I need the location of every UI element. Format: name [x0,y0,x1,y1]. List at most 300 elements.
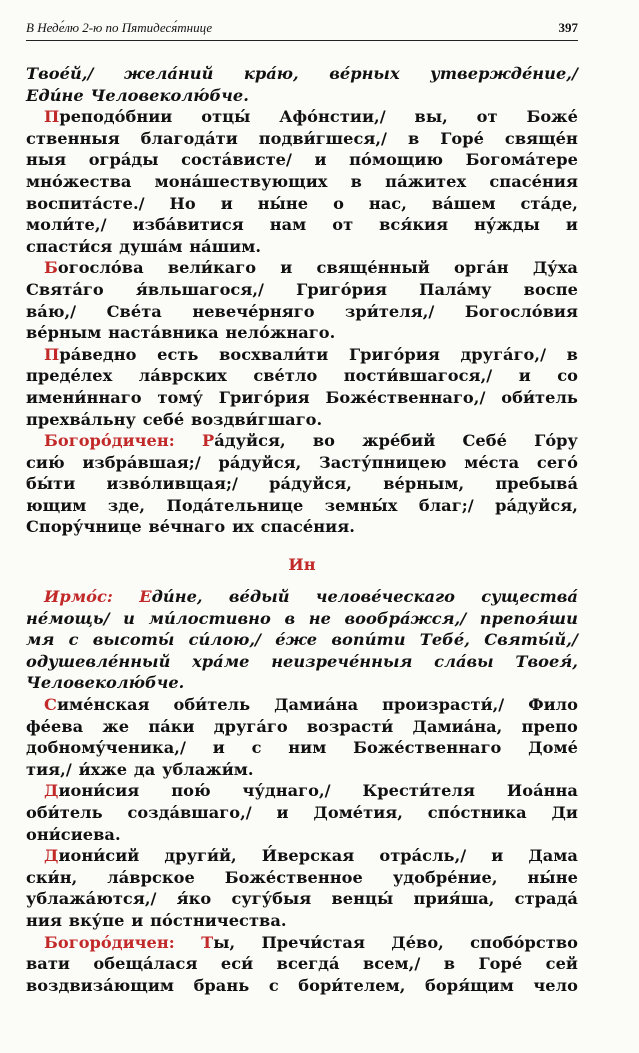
word [192,301,314,323]
body-text: с [251,738,262,758]
body-text: реподо́бнии [59,107,173,127]
body-text: Све́та [106,301,162,321]
word [26,759,72,781]
body-text: Пода́тельнице [166,495,304,515]
body-text: по́стничества. [150,910,287,930]
word [382,694,504,716]
text-line [26,975,578,997]
word [546,953,578,975]
word [288,737,326,759]
word [351,171,362,193]
rubric-text: Богоро́дичен: [44,932,175,952]
body-text: воздви́гшаго. [191,409,323,429]
word [261,516,355,538]
text-line [26,516,578,538]
word [462,430,506,452]
body-text: спобо́рство [470,932,578,952]
body-text: нас, [368,193,407,213]
body-text: Твое́й,/ [26,64,94,83]
body-text: Дама [528,846,578,866]
word [219,387,310,409]
text-line [26,387,578,409]
text-line [26,322,578,344]
text-line [26,149,578,171]
text-line [26,106,578,128]
word [139,365,227,387]
rubric-text: Д [44,846,59,866]
word [93,629,175,651]
word [102,716,129,738]
body-text: жела́ний [123,64,214,83]
word [522,716,578,738]
word [243,780,331,802]
body-text: моли́те,/ [26,215,107,235]
word [26,236,112,258]
body-text: зри́теля,/ [345,301,435,321]
body-text: жре́бий [362,431,436,451]
word [26,409,136,431]
word [333,193,344,215]
body-text: Доме́ [528,738,578,758]
body-text: избра́вшая;/ [82,452,201,472]
body-text: ски́н, [26,867,78,887]
body-text: име́нская [56,695,150,715]
word [428,802,527,824]
word [393,867,498,889]
word [325,495,398,517]
body-text: пою́ [171,781,211,801]
word [551,802,578,824]
word [26,495,86,517]
word [229,586,290,608]
body-text: Боже́ [526,107,578,127]
body-text: же [102,716,130,736]
body-text: обеща́лася [93,954,198,974]
word [262,845,355,867]
body-text: Свята́го [26,279,104,299]
word [298,975,405,997]
body-text: огосло́ва [57,258,144,278]
text-line [26,586,578,608]
word [413,716,503,738]
body-text: соста́висте/ [181,150,292,170]
word [440,128,484,150]
word [107,867,195,889]
body-text: хра́ме [192,651,250,671]
word [191,409,322,431]
word [415,106,448,128]
word [379,214,448,236]
word [309,608,331,630]
body-text: Григо́рия [218,387,310,407]
rubric-text: Т [201,932,214,952]
text-line [26,932,578,954]
word [213,737,225,759]
word [141,128,238,150]
body-text: вопи́ти [331,630,406,650]
text-line [26,279,578,301]
word [557,365,578,387]
word [261,932,365,954]
body-text: благода́ти [140,128,238,148]
text-line [26,608,578,630]
word [26,802,103,824]
word [491,845,503,867]
word [379,845,466,867]
word [566,214,578,236]
body-text: ми́лостивно [148,608,271,628]
body-text: огра́ды [88,150,159,170]
text-line [26,473,578,495]
body-text: ра́дуйся, [269,474,352,494]
word [329,63,399,85]
word [177,888,212,910]
body-text: ныя [26,150,67,170]
body-text: фе́ева [26,716,84,736]
body-text: благ;/ [418,495,474,515]
word [164,845,236,867]
word [349,149,443,171]
word [537,452,578,474]
body-text: невече́рняго [192,301,315,321]
body-text: Григо́рия [348,344,440,364]
word [221,953,253,975]
word [91,85,249,107]
body-text: еси́ [220,954,254,974]
word [284,608,295,630]
body-text: Горе́ [440,128,484,148]
body-text: высоты́ [92,630,175,650]
body-text: изво́ливщая;/ [106,474,238,494]
text-line [26,824,578,846]
body-text: пребыва́ [495,474,578,494]
body-text: други́й, [164,846,237,866]
body-text: Богосло́вия [464,301,578,321]
body-text: Фило [528,695,578,715]
body-text: Ду́ха [532,258,578,278]
body-text: вы, [414,107,448,127]
word [202,430,286,452]
word [464,452,519,474]
text-line [26,910,578,932]
body-text: Боже́ственное [224,867,363,887]
text-line [26,953,578,975]
text-line [26,780,578,802]
word [133,214,244,236]
body-text: преде́лех [26,366,113,386]
body-text: ла́врское [107,867,195,887]
body-text: Святы́й,/ [484,630,578,650]
body-text: Пала́му [419,279,492,299]
body-text: Твоея́, [515,651,578,671]
body-text: от [476,107,498,127]
word [124,63,213,85]
body-text: ра́дуйся, [218,452,302,472]
word [168,257,256,279]
page-number: 397 [558,20,578,35]
body-text: по́мощию [349,150,444,170]
body-text: о [333,193,344,213]
body-text: а́дуйся, [214,431,286,451]
body-text: ра́дуйся, [495,495,578,515]
word [489,171,578,193]
word [288,548,315,582]
word [93,953,197,975]
word [127,802,251,824]
word [171,780,210,802]
body-text: Пречи́стая [261,932,365,952]
body-text: я́ко [176,889,212,909]
body-text: Человеколю́бче. [26,673,185,693]
word [349,344,440,366]
word [148,516,225,538]
word [26,910,62,932]
body-text: в [566,344,578,364]
rubric-text: П [44,107,60,127]
text-line [26,629,578,651]
body-text: и [220,193,233,213]
body-text: препоя́ши [479,608,578,628]
body-text: сей [545,954,578,974]
word [420,629,470,651]
word [528,694,578,716]
body-text: всем,/ [362,954,421,974]
body-text: челове́ческаго [315,587,455,607]
word [108,322,219,344]
body-text: друга́го [213,716,288,736]
body-text: добному́ченика,/ [26,738,186,758]
text-line [26,344,578,366]
word [495,495,578,517]
page-header [26,14,578,41]
body-text: И́верская [261,846,355,866]
word [408,128,419,150]
word [526,106,577,128]
word [470,932,578,954]
body-text: вся́кия [379,215,449,235]
word [425,975,514,997]
word [157,344,198,366]
body-text: они́сиева. [26,824,121,844]
rubric-text: Р [202,431,215,451]
body-text: вели́каго [167,258,257,278]
word [495,473,578,495]
body-text: ва́ю,/ [26,301,77,321]
word [465,301,578,323]
word [44,344,136,366]
body-text: и [518,366,531,386]
word [44,586,113,608]
word [567,344,578,366]
word [26,716,83,738]
body-text: ста́де, [520,193,578,213]
body-text: спо́стника [427,803,527,822]
word [26,128,120,150]
word [44,257,144,279]
body-text: и [276,803,289,822]
word [157,387,202,409]
body-text: с [268,975,279,995]
body-text: не́мощь/ [26,608,110,628]
text-line [26,845,578,867]
word [430,63,578,85]
body-text: вку́пе [68,910,125,930]
word [534,430,578,452]
body-text: и [212,738,225,758]
rubric-text: Ирмо́с: [44,587,113,607]
word [332,214,353,236]
text-line [26,651,578,673]
word [26,867,77,889]
body-text: сию́ [26,452,65,472]
word [317,257,430,279]
body-text: ублажи́м. [162,759,254,779]
text-line [26,236,578,258]
word [44,932,175,954]
body-text: ублажа́ются,/ [26,889,157,909]
word [26,629,54,651]
word [131,910,143,932]
body-text: ны́не [527,867,578,887]
word [484,629,578,651]
word [44,845,139,867]
text-line [26,716,578,738]
body-text: ну́жды [474,215,540,235]
word [44,430,175,452]
text-line [26,365,578,387]
word [44,694,150,716]
body-text: существа́ [481,587,578,607]
word [107,301,162,323]
body-text: тому́ [157,387,203,407]
body-text: в [443,954,456,974]
body-text: ва́шем [431,193,496,213]
text-line [26,888,578,910]
word [269,473,352,495]
word [391,932,444,954]
body-text: и́хже [78,759,128,779]
body-text: сла́вы [434,651,494,671]
body-text: ющим [26,495,87,515]
word [313,802,403,824]
body-text: удобре́ние, [392,867,498,887]
rubric-text: Д [44,781,59,801]
word [477,106,498,128]
text-line [26,63,578,85]
running-head: В Неде́лю 2-ю по Пятидеся́тнице [26,20,213,35]
word [277,802,289,824]
body-text: одушевле́нный [26,651,171,671]
word [432,193,496,215]
word [26,322,101,344]
body-text: воспе [523,279,578,299]
body-text: Себе́ [462,431,507,451]
word [454,257,509,279]
word [326,387,486,409]
word [507,780,578,802]
word [44,106,172,128]
body-text: орга́н [454,258,509,278]
word [170,193,196,215]
body-text: воздвиза́ющим [26,975,175,995]
word [519,365,531,387]
word [501,387,578,409]
rubric-text: Богоро́дичен: [44,431,175,451]
text-line [26,257,578,279]
word [515,888,578,910]
rubric-text: П [44,344,60,364]
body-text: душа́м [119,236,183,256]
word [363,780,475,802]
body-text: нело́жнаго. [225,323,336,343]
word [270,214,307,236]
word [149,608,271,630]
word [26,171,131,193]
word [331,629,405,651]
body-text: отцы́ [201,107,251,127]
body-text: их [232,517,254,537]
word [134,759,155,781]
body-text: иони́сий [58,846,140,866]
word [315,149,327,171]
word [434,651,494,673]
body-text: да [133,759,156,779]
body-text: Еди́не [26,85,84,105]
body-text: па́житех [385,171,467,191]
word [219,344,328,366]
body-text: и [314,150,327,170]
body-text: ди́не, [151,587,203,607]
word [259,128,387,150]
body-text: ве́дый [228,587,290,607]
body-text: и [280,258,293,278]
body-text: Боже́ственнаго,/ [325,387,486,407]
word [274,694,358,716]
body-text: Горе́ [478,954,523,974]
word [167,495,304,517]
word [218,452,301,474]
word [119,236,182,258]
body-text: от [332,215,354,235]
word [478,953,522,975]
body-text: и [491,846,504,866]
body-text: спасе́ния [489,171,578,191]
word [194,975,250,997]
body-text: оби́тель [173,695,251,715]
body-text: ла́врских [138,366,227,386]
word [221,193,233,215]
body-text: иони́сия [58,781,140,801]
word [231,888,311,910]
body-text: вообра́жся,/ [344,608,467,628]
word [225,867,363,889]
word [474,214,540,236]
word [515,651,578,673]
word [252,737,262,759]
word [319,452,447,474]
body-text: Человеколю́бче. [90,85,249,105]
body-text: Крести́теля [362,781,475,801]
word [26,214,107,236]
word [419,495,474,517]
page-text [26,63,578,996]
word [44,780,139,802]
word [225,322,335,344]
body-text: сугу́быя [231,889,312,909]
word [26,85,84,107]
body-text: подви́гшеся,/ [258,128,388,148]
word [69,910,125,932]
